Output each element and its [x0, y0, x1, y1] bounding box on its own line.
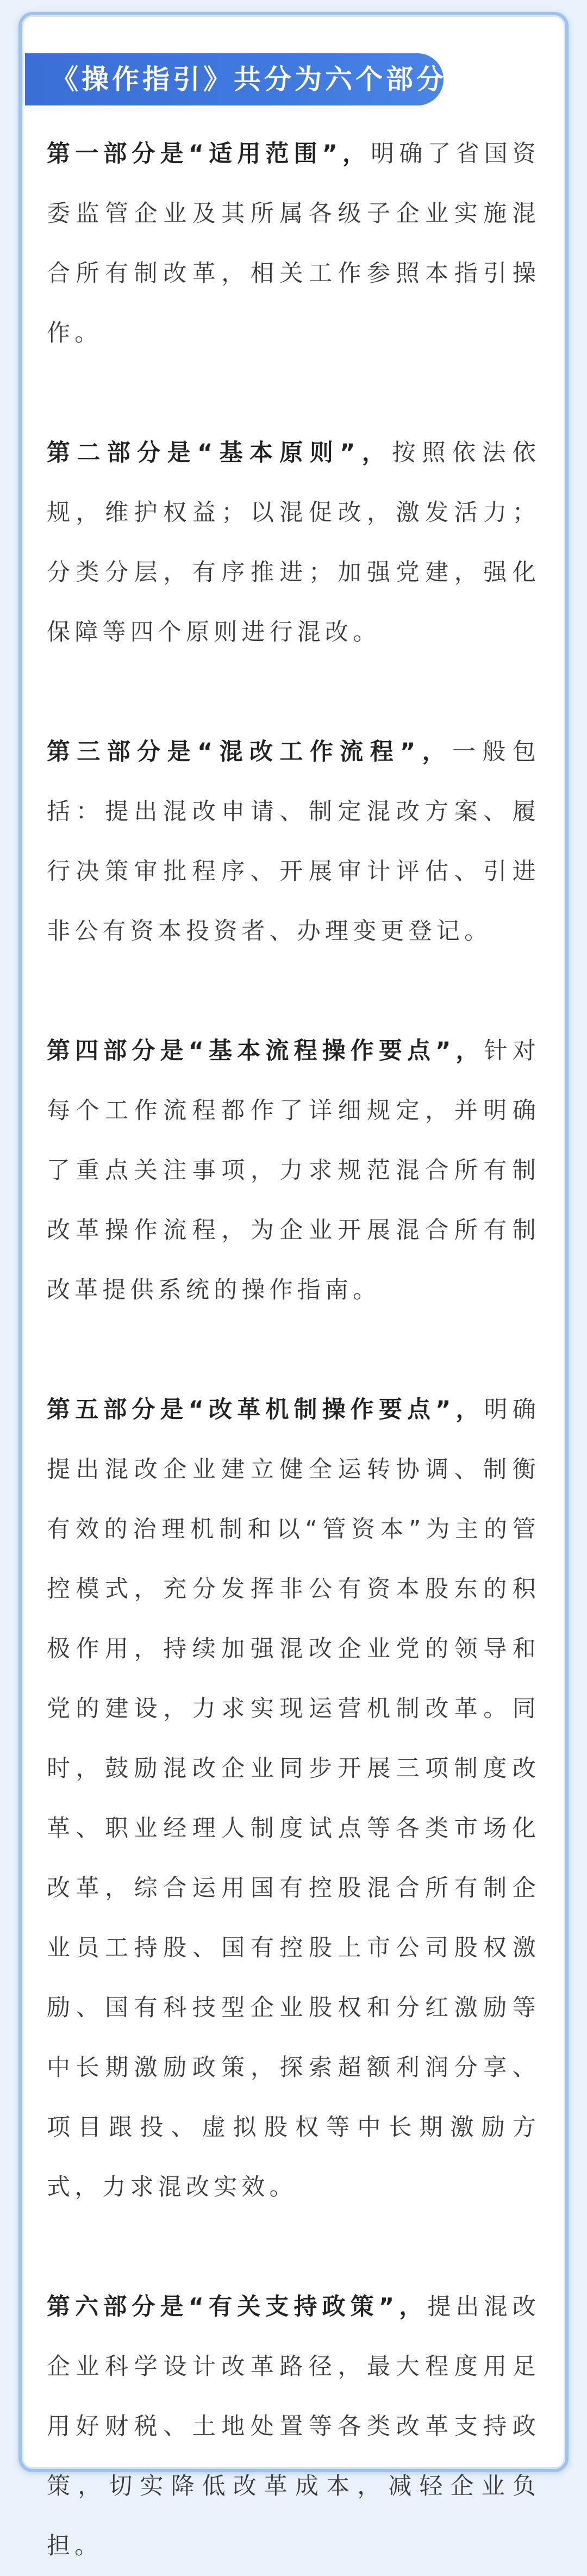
paragraph-part-5 [47, 1380, 540, 2217]
paragraph-text: 提出混改企业科学设计改革路径，最大程度用足用好财税、土地处置等各类改革支持政策，切实降低改革成本，减轻企业负担。 [47, 2293, 540, 2560]
paragraph-part-6 [47, 2277, 540, 2576]
paragraph-lead: 第三部分是“混改工作流程”， [47, 738, 453, 766]
paragraph-text: 针对每个工作流程都作了详细规定，并明确了重点关注事项，力求规范混合所有制改革操作流程，为企业开展混合所有制改革提供系统的操作指南。 [47, 1037, 540, 1304]
paragraph-lead: 第六部分是“有关支持政策”， [47, 2293, 428, 2320]
paragraph-lead: 第五部分是“改革机制操作要点”， [47, 1396, 484, 1423]
paragraph-lead: 第二部分是“基本原则”， [47, 439, 392, 466]
paragraph-part-4 [47, 1021, 540, 1320]
paragraph-text: 按照依法依规，维护权益；以混促改，激发活力；分类分层，有序推进；加强党建，强化保障等四个原则进行混改。 [47, 439, 541, 646]
paragraph-lead: 第一部分是“适用范围”， [47, 140, 371, 167]
paragraph-text: 明确了省国资委监管企业及其所属各级子企业实施混合所有制改革，相关工作参照本指引操作。 [47, 140, 541, 347]
content-card [18, 12, 569, 2560]
paragraph-lead: 第四部分是“基本流程操作要点”， [47, 1037, 484, 1065]
paragraph-part-1 [47, 124, 540, 363]
section-title-banner: 《操作指引》共分为六个部分 [25, 53, 444, 105]
paragraph-part-3 [47, 722, 540, 961]
paragraph-text: 一般包括：提出混改申请、制定混改方案、履行决策审批程序、开展审计评估、引进非公有资本投资者、办理变更登记。 [47, 738, 540, 945]
paragraph-text: 明确提出混改企业建立健全运转协调、制衡有效的治理机制和以“管资本”为主的管控模式，充分发挥非公有资本股东的积极作用，持续加强混改企业党的领导和党的建设，力求实现运营机制改革。同时，鼓励混改企业同步开展三项制度改革、职业经理人制度试点等各类市场化改革，综合运用国有控股混合所有制企业员工持股、国有控股上市公司股权激励、国有科技型企业股权和分红激励等中长期激励政策，探索超额利润分享、项目跟投、虚拟股权等中长期激励方式，力求混改实效。 [47, 1396, 540, 2201]
article-body [47, 124, 540, 2576]
paragraph-part-2 [47, 423, 540, 662]
